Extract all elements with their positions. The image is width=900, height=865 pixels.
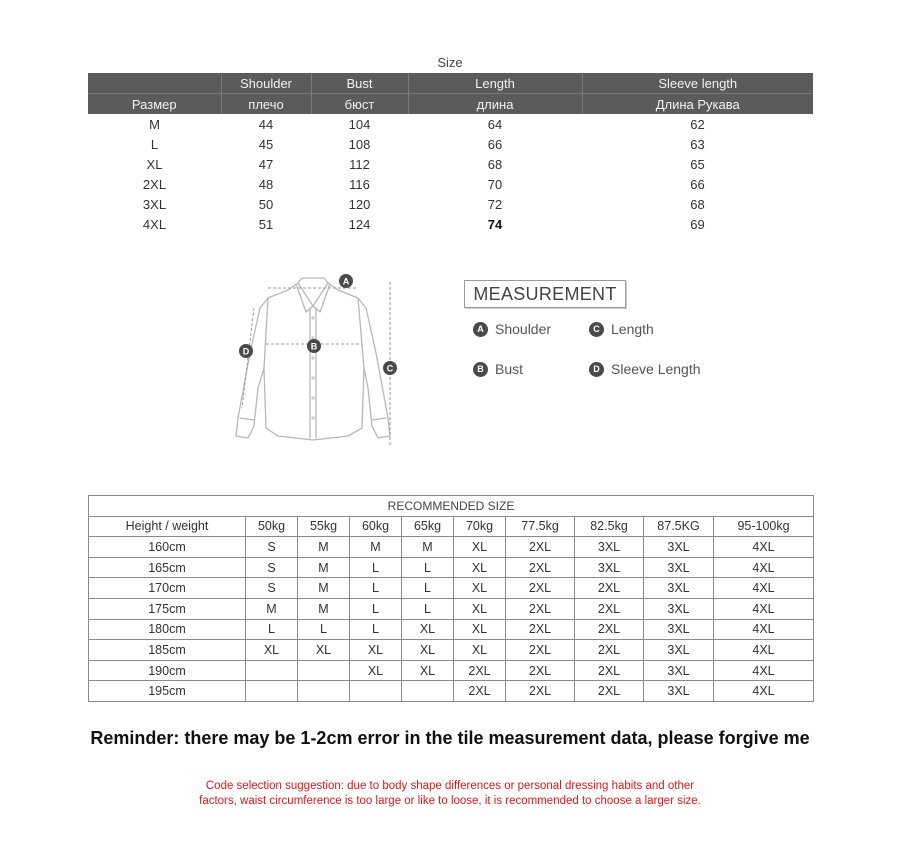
recommended-cell: 190cm (89, 660, 246, 681)
recommended-cell: 4XL (714, 640, 814, 661)
recommended-cell: S (246, 537, 298, 558)
recommended-header-cell: Height / weight (89, 516, 246, 537)
recommended-cell: 2XL (506, 598, 575, 619)
recommended-cell (350, 681, 402, 702)
recommended-cell (402, 681, 454, 702)
size-cell: 50 (258, 196, 274, 212)
recommended-cell: 4XL (714, 681, 814, 702)
marker-b (307, 339, 321, 353)
recommended-row (89, 598, 814, 619)
recommended-row (89, 681, 814, 702)
header-cell: Bust (311, 73, 408, 94)
recommended-header-cell: 60kg (350, 516, 402, 537)
recommended-cell: L (350, 557, 402, 578)
recommended-cell: 170cm (89, 578, 246, 599)
recommended-cell: 2XL (506, 578, 575, 599)
recommended-header-cell: 55kg (298, 516, 350, 537)
size-cell: 66 (487, 136, 503, 152)
recommended-cell: XL (350, 660, 402, 681)
recommended-cell: L (402, 578, 454, 599)
recommended-title-row (89, 496, 814, 517)
recommended-cell: XL (454, 598, 506, 619)
reminder-text: Reminder: there may be 1-2cm error in the tile measurement data, please forgive me (90, 728, 810, 748)
recommended-cell: 2XL (454, 681, 506, 702)
size-cell: 45 (258, 136, 274, 152)
size-row (88, 214, 813, 234)
size-cell: 3XL (142, 196, 167, 212)
svg-text:C: C (386, 363, 394, 374)
recommended-header-cell: 77.5kg (506, 516, 575, 537)
recommended-cell: XL (402, 619, 454, 640)
recommended-cell: M (246, 598, 298, 619)
recommended-cell (246, 660, 298, 681)
recommended-cell: L (350, 619, 402, 640)
recommended-cell: 3XL (644, 681, 714, 702)
recommended-cell: 185cm (89, 640, 246, 661)
size-cell: 48 (258, 176, 274, 192)
size-cell: 72 (487, 196, 503, 212)
recommended-title: RECOMMENDED SIZE (89, 496, 814, 517)
marker-b-icon: B (473, 362, 488, 377)
size-chart-caption: Size (437, 55, 463, 70)
recommended-cell: 2XL (506, 681, 575, 702)
svg-text:A: A (342, 276, 350, 287)
size-cell: 44 (258, 116, 274, 132)
size-cell: XL (146, 156, 163, 172)
size-cell: 68 (690, 196, 705, 212)
marker-d-icon: D (589, 362, 604, 377)
recommended-cell (298, 660, 350, 681)
recommended-row (89, 557, 814, 578)
recommended-cell: XL (454, 640, 506, 661)
size-cell: 108 (348, 136, 371, 152)
size-cell: 116 (349, 176, 370, 192)
size-cell: 112 (349, 156, 370, 172)
recommended-cell: S (246, 557, 298, 578)
recommended-cell: 3XL (575, 557, 644, 578)
size-row (88, 114, 813, 134)
recommended-cell: S (246, 578, 298, 599)
recommended-cell: 195cm (89, 681, 246, 702)
recommended-cell: 4XL (714, 537, 814, 558)
recommended-cell: 2XL (575, 681, 644, 702)
recommended-row (89, 660, 814, 681)
recommended-cell: 3XL (644, 557, 714, 578)
size-suggestion-text: Code selection suggestion: due to body shape differences or personal dressing habits and other factors, waist circumference is too large or like to loose, it is recommended to choose a larger size. (199, 780, 701, 807)
legend-label: Length (611, 321, 654, 337)
recommended-cell: 2XL (575, 660, 644, 681)
legend-label: Sleeve Length (611, 361, 701, 377)
recommended-header-cell: 65kg (402, 516, 454, 537)
recommended-cell: 160cm (89, 537, 246, 558)
recommended-cell: 175cm (89, 598, 246, 619)
recommended-header-cell: 82.5kg (575, 516, 644, 537)
legend-shoulder (473, 321, 551, 337)
measurement-title: MEASUREMENT (464, 280, 626, 308)
recommended-header-cell: 70kg (454, 516, 506, 537)
size-cell: 124 (348, 216, 371, 232)
header-cell: плечо (221, 94, 311, 115)
recommended-cell: XL (454, 619, 506, 640)
recommended-header-cell: 50kg (246, 516, 298, 537)
recommended-cell: 4XL (714, 557, 814, 578)
marker-c (383, 361, 397, 375)
header-cell: бюст (311, 94, 408, 115)
legend-label: Shoulder (495, 321, 552, 337)
recommended-cell: L (402, 557, 454, 578)
recommended-cell: 2XL (454, 660, 506, 681)
legend-label: Bust (495, 361, 524, 377)
recommended-cell: XL (454, 557, 506, 578)
recommended-cell: M (298, 598, 350, 619)
size-cell: 120 (348, 196, 371, 212)
marker-a (339, 274, 353, 288)
recommended-header-cell: 95-100kg (714, 516, 814, 537)
recommended-cell: XL (454, 537, 506, 558)
size-cell: 47 (258, 156, 274, 172)
recommended-cell: 4XL (714, 660, 814, 681)
size-row (88, 174, 813, 194)
recommended-cell (298, 681, 350, 702)
svg-text:D: D (242, 346, 250, 357)
recommended-row (89, 619, 814, 640)
recommended-cell: M (298, 557, 350, 578)
recommended-cell: 3XL (575, 537, 644, 558)
recommended-cell: L (350, 598, 402, 619)
size-cell: 68 (487, 156, 503, 172)
header-cell: Длина Рукава (582, 94, 813, 115)
size-header-row-ru (88, 94, 813, 115)
size-cell: 104 (348, 116, 371, 132)
size-cell: 51 (258, 216, 274, 232)
recommended-cell: XL (350, 640, 402, 661)
header-cell: Размер (88, 94, 221, 115)
header-cell: Length (408, 73, 582, 94)
recommended-cell: 2XL (575, 578, 644, 599)
recommended-cell: M (298, 537, 350, 558)
marker-a-icon: A (473, 322, 488, 337)
recommended-cell: 165cm (89, 557, 246, 578)
legend-bust (473, 361, 523, 377)
recommended-cell: 4XL (714, 598, 814, 619)
recommended-cell: XL (402, 660, 454, 681)
size-cell: 62 (690, 116, 705, 132)
legend-sleeve-length (589, 361, 701, 377)
recommended-cell: L (402, 598, 454, 619)
shirt-measurement-diagram (228, 268, 408, 458)
recommended-cell: 2XL (575, 640, 644, 661)
size-cell: 64 (487, 116, 503, 132)
recommended-cell: 3XL (644, 598, 714, 619)
recommended-cell: 3XL (644, 578, 714, 599)
marker-d (239, 344, 253, 358)
size-cell: 2XL (142, 176, 167, 192)
header-cell: Shoulder (221, 73, 311, 94)
recommended-cell: XL (298, 640, 350, 661)
size-cell: 74 (487, 216, 503, 232)
header-cell: длина (408, 94, 582, 115)
recommended-cell: M (298, 578, 350, 599)
header-cell (88, 73, 221, 94)
recommended-cell: 3XL (644, 537, 714, 558)
recommended-cell: L (350, 578, 402, 599)
header-cell: Sleeve length (582, 73, 813, 94)
recommended-cell: 3XL (644, 640, 714, 661)
svg-text:B: B (310, 341, 318, 352)
recommended-cell: L (298, 619, 350, 640)
recommended-cell: 180cm (89, 619, 246, 640)
recommended-cell: 3XL (644, 660, 714, 681)
recommended-row (89, 578, 814, 599)
size-cell: 70 (487, 176, 503, 192)
recommended-cell (246, 681, 298, 702)
size-cell: L (150, 136, 159, 152)
size-cell: 65 (690, 156, 705, 172)
marker-c-icon: C (589, 322, 604, 337)
size-header-row-en (88, 73, 813, 94)
size-cell: 69 (690, 216, 705, 232)
legend-length (589, 321, 654, 337)
recommended-cell: 2XL (506, 660, 575, 681)
size-cell: M (149, 116, 160, 132)
recommended-cell: 2XL (506, 640, 575, 661)
size-chart-table (88, 73, 813, 234)
recommended-cell: 4XL (714, 578, 814, 599)
size-row (88, 194, 813, 214)
recommended-cell: 2XL (575, 598, 644, 619)
recommended-header-row (89, 516, 814, 537)
recommended-cell: XL (246, 640, 298, 661)
recommended-cell: 4XL (714, 619, 814, 640)
size-cell: 4XL (142, 216, 167, 232)
recommended-cell: 2XL (506, 537, 575, 558)
recommended-cell: 2XL (506, 619, 575, 640)
recommended-cell: 3XL (644, 619, 714, 640)
recommended-row (89, 537, 814, 558)
recommended-cell: XL (402, 640, 454, 661)
size-cell: 63 (690, 136, 705, 152)
recommended-cell: 2XL (506, 557, 575, 578)
size-cell: 66 (690, 176, 705, 192)
recommended-header-cell: 87.5KG (644, 516, 714, 537)
recommended-cell: XL (454, 578, 506, 599)
recommended-cell: M (402, 537, 454, 558)
size-row (88, 134, 813, 154)
recommended-row (89, 640, 814, 661)
size-row (88, 154, 813, 174)
recommended-cell: L (246, 619, 298, 640)
recommended-size-table (88, 495, 814, 702)
recommended-cell: 2XL (575, 619, 644, 640)
recommended-cell: M (350, 537, 402, 558)
